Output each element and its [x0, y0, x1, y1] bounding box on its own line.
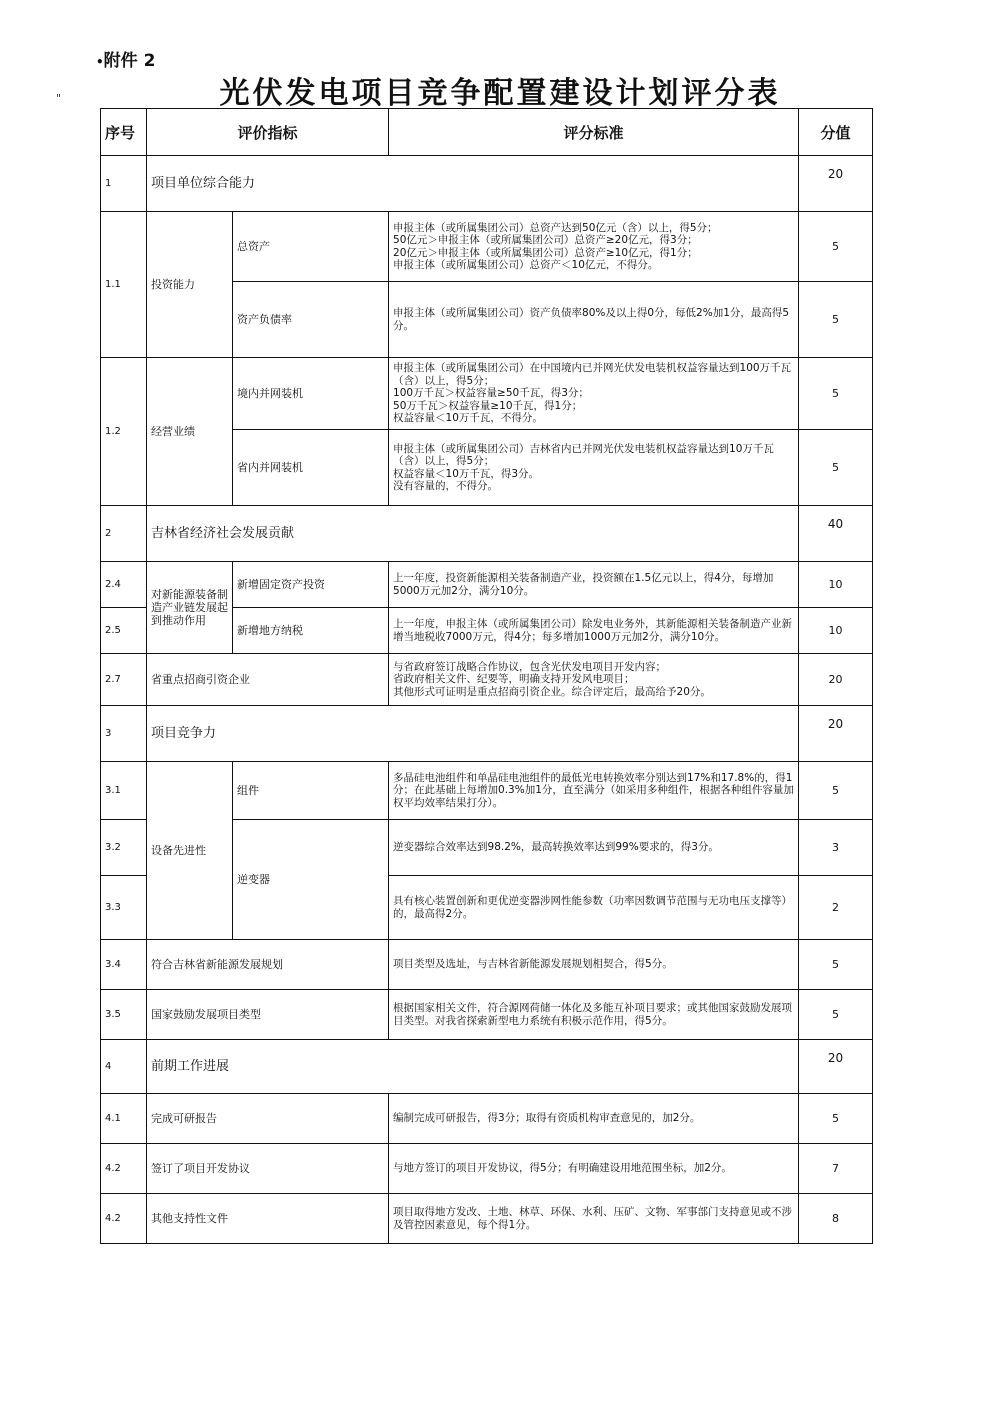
sub-indicator: 总资产: [233, 212, 389, 282]
table-row: [101, 762, 873, 820]
section-row: [101, 156, 873, 212]
section-row: [101, 706, 873, 762]
score-cell: 5: [799, 358, 873, 430]
indicator-cell: 省重点招商引资企业: [147, 654, 389, 706]
criteria-cell: 项目取得地方发改、土地、林草、环保、水利、压矿、文物、军事部门支持意见或不涉及管控因素意见，每个得1分。: [389, 1194, 799, 1244]
criteria-cell: 多晶硅电池组件和单晶硅电池组件的最低光电转换效率分别达到17%和17.8%的，得1分；在此基础上每增加0.3%加1分，直至满分（如采用多种组件，根据各种组件容量加权平均效率结果打分）。: [389, 762, 799, 820]
stray-mark: ": [56, 92, 62, 105]
row-no: 4.2: [101, 1194, 147, 1244]
sub-indicator: 资产负债率: [233, 282, 389, 358]
row-no: 3.1: [101, 762, 147, 820]
page-title: 光伏发电项目竞争配置建设计划评分表: [219, 76, 781, 111]
scoring-table: [100, 108, 873, 1244]
section-score: 20: [799, 706, 873, 762]
section-no: 4: [101, 1040, 147, 1094]
annex-mark: •: [96, 55, 104, 69]
sub-indicator: 境内并网装机: [233, 358, 389, 430]
row-no: 2.5: [101, 608, 147, 654]
table-row: [101, 562, 873, 608]
score-cell: 7: [799, 1144, 873, 1194]
score-cell: 5: [799, 282, 873, 358]
criteria-cell: 具有核心装置创新和更优逆变器涉网性能参数（功率因数调节范围与无功电压支撑等）的，最高得2分。: [389, 876, 799, 940]
row-no: 1.2: [101, 358, 147, 506]
section-score: 20: [799, 1040, 873, 1094]
row-no: 3.2: [101, 820, 147, 876]
table-row: [101, 358, 873, 430]
indicator-cell: 国家鼓励发展项目类型: [147, 990, 389, 1040]
sub-indicator: 新增地方纳税: [233, 608, 389, 654]
score-cell: 5: [799, 212, 873, 282]
score-cell: 2: [799, 876, 873, 940]
header-criteria: 评分标准: [389, 109, 799, 156]
criteria-cell: 申报主体（或所属集团公司）在中国境内已并网光伏发电装机权益容量达到100万千瓦（含）以上，得5分； 100万千瓦＞权益容量≥50千瓦，得3分； 50万千瓦＞权益容量≥10千瓦，得1分； 权益容量＜10万千瓦，不得分。: [389, 358, 799, 430]
indicator-group: 对新能源装备制造产业链发展起到推动作用: [147, 562, 233, 654]
criteria-cell: 申报主体（或所属集团公司）总资产达到50亿元（含）以上，得5分； 50亿元＞申报主体（或所属集团公司）总资产≥20亿元，得3分； 20亿元＞申报主体（或所属集团公司）总资产≥10亿元，得1分； 申报主体（或所属集团公司）总资产＜10亿元，不得分。: [389, 212, 799, 282]
row-no: 3.5: [101, 990, 147, 1040]
header-indicator: 评价指标: [147, 109, 389, 156]
section-no: 1: [101, 156, 147, 212]
table-row: [101, 654, 873, 706]
score-cell: 5: [799, 990, 873, 1040]
score-cell: 5: [799, 940, 873, 990]
table-row: [101, 1144, 873, 1194]
section-row: [101, 506, 873, 562]
row-no: 3.4: [101, 940, 147, 990]
indicator-group: 投资能力: [147, 212, 233, 358]
section-no: 3: [101, 706, 147, 762]
score-cell: 8: [799, 1194, 873, 1244]
criteria-cell: 根据国家相关文件，符合源网荷储一体化及多能互补项目要求；或其他国家鼓励发展项目类型。对我省探索新型电力系统有积极示范作用，得5分。: [389, 990, 799, 1040]
sub-indicator: 组件: [233, 762, 389, 820]
header-no: 序号: [101, 109, 147, 156]
table-row: [101, 1094, 873, 1144]
criteria-cell: 项目类型及选址，与吉林省新能源发展规划相契合，得5分。: [389, 940, 799, 990]
indicator-cell: 完成可研报告: [147, 1094, 389, 1144]
score-cell: 20: [799, 654, 873, 706]
criteria-cell: 申报主体（或所属集团公司）吉林省内已并网光伏发电装机权益容量达到10万千瓦（含）以上，得5分； 权益容量＜10万千瓦，得3分。 没有容量的，不得分。: [389, 430, 799, 506]
table-header-row: [101, 109, 873, 156]
section-no: 2: [101, 506, 147, 562]
row-no: 2.7: [101, 654, 147, 706]
table-row: [101, 212, 873, 282]
indicator-group: 设备先进性: [147, 762, 233, 940]
header-score: 分值: [799, 109, 873, 156]
table-row: [101, 990, 873, 1040]
criteria-cell: 上一年度，申报主体（或所属集团公司）除发电业务外，其新能源相关装备制造产业新增当地税收7000万元，得4分；每多增加1000万元加2分，满分10分。: [389, 608, 799, 654]
indicator-cell: 符合吉林省新能源发展规划: [147, 940, 389, 990]
section-row: [101, 1040, 873, 1094]
criteria-cell: 上一年度，投资新能源相关装备制造产业，投资额在1.5亿元以上，得4分，每增加5000万元加2分，满分10分。: [389, 562, 799, 608]
criteria-cell: 申报主体（或所属集团公司）资产负债率80%及以上得0分，每低2%加1分，最高得5分。: [389, 282, 799, 358]
row-no: 1.1: [101, 212, 147, 358]
sub-indicator: 省内并网装机: [233, 430, 389, 506]
criteria-cell: 编制完成可研报告，得3分；取得有资质机构审查意见的，加2分。: [389, 1094, 799, 1144]
section-score: 20: [799, 156, 873, 212]
row-no: 2.4: [101, 562, 147, 608]
score-cell: 5: [799, 1094, 873, 1144]
sub-indicator: 新增固定资产投资: [233, 562, 389, 608]
row-no: 4.1: [101, 1094, 147, 1144]
indicator-group: 经营业绩: [147, 358, 233, 506]
score-cell: 3: [799, 820, 873, 876]
score-cell: 5: [799, 430, 873, 506]
section-title: 吉林省经济社会发展贡献: [147, 506, 799, 562]
section-title: 项目竞争力: [147, 706, 799, 762]
table-row: [101, 1194, 873, 1244]
sub-indicator: 逆变器: [233, 820, 389, 940]
criteria-cell: 逆变器综合效率达到98.2%，最高转换效率达到99%要求的，得3分。: [389, 820, 799, 876]
criteria-cell: 与地方签订的项目开发协议，得5分；有明确建设用地范围坐标，加2分。: [389, 1144, 799, 1194]
section-score: 40: [799, 506, 873, 562]
section-title: 项目单位综合能力: [147, 156, 799, 212]
score-cell: 10: [799, 608, 873, 654]
indicator-cell: 签订了项目开发协议: [147, 1144, 389, 1194]
section-title: 前期工作进展: [147, 1040, 799, 1094]
score-cell: 5: [799, 762, 873, 820]
annex-label: •附件 2: [96, 51, 156, 71]
indicator-cell: 其他支持性文件: [147, 1194, 389, 1244]
row-no: 4.2: [101, 1144, 147, 1194]
score-cell: 10: [799, 562, 873, 608]
table-row: [101, 940, 873, 990]
criteria-cell: 与省政府签订战略合作协议，包含光伏发电项目开发内容； 省政府相关文件、纪要等，明确支持开发风电项目； 其他形式可证明是重点招商引资企业。综合评定后，最高给予20分。: [389, 654, 799, 706]
row-no: 3.3: [101, 876, 147, 940]
